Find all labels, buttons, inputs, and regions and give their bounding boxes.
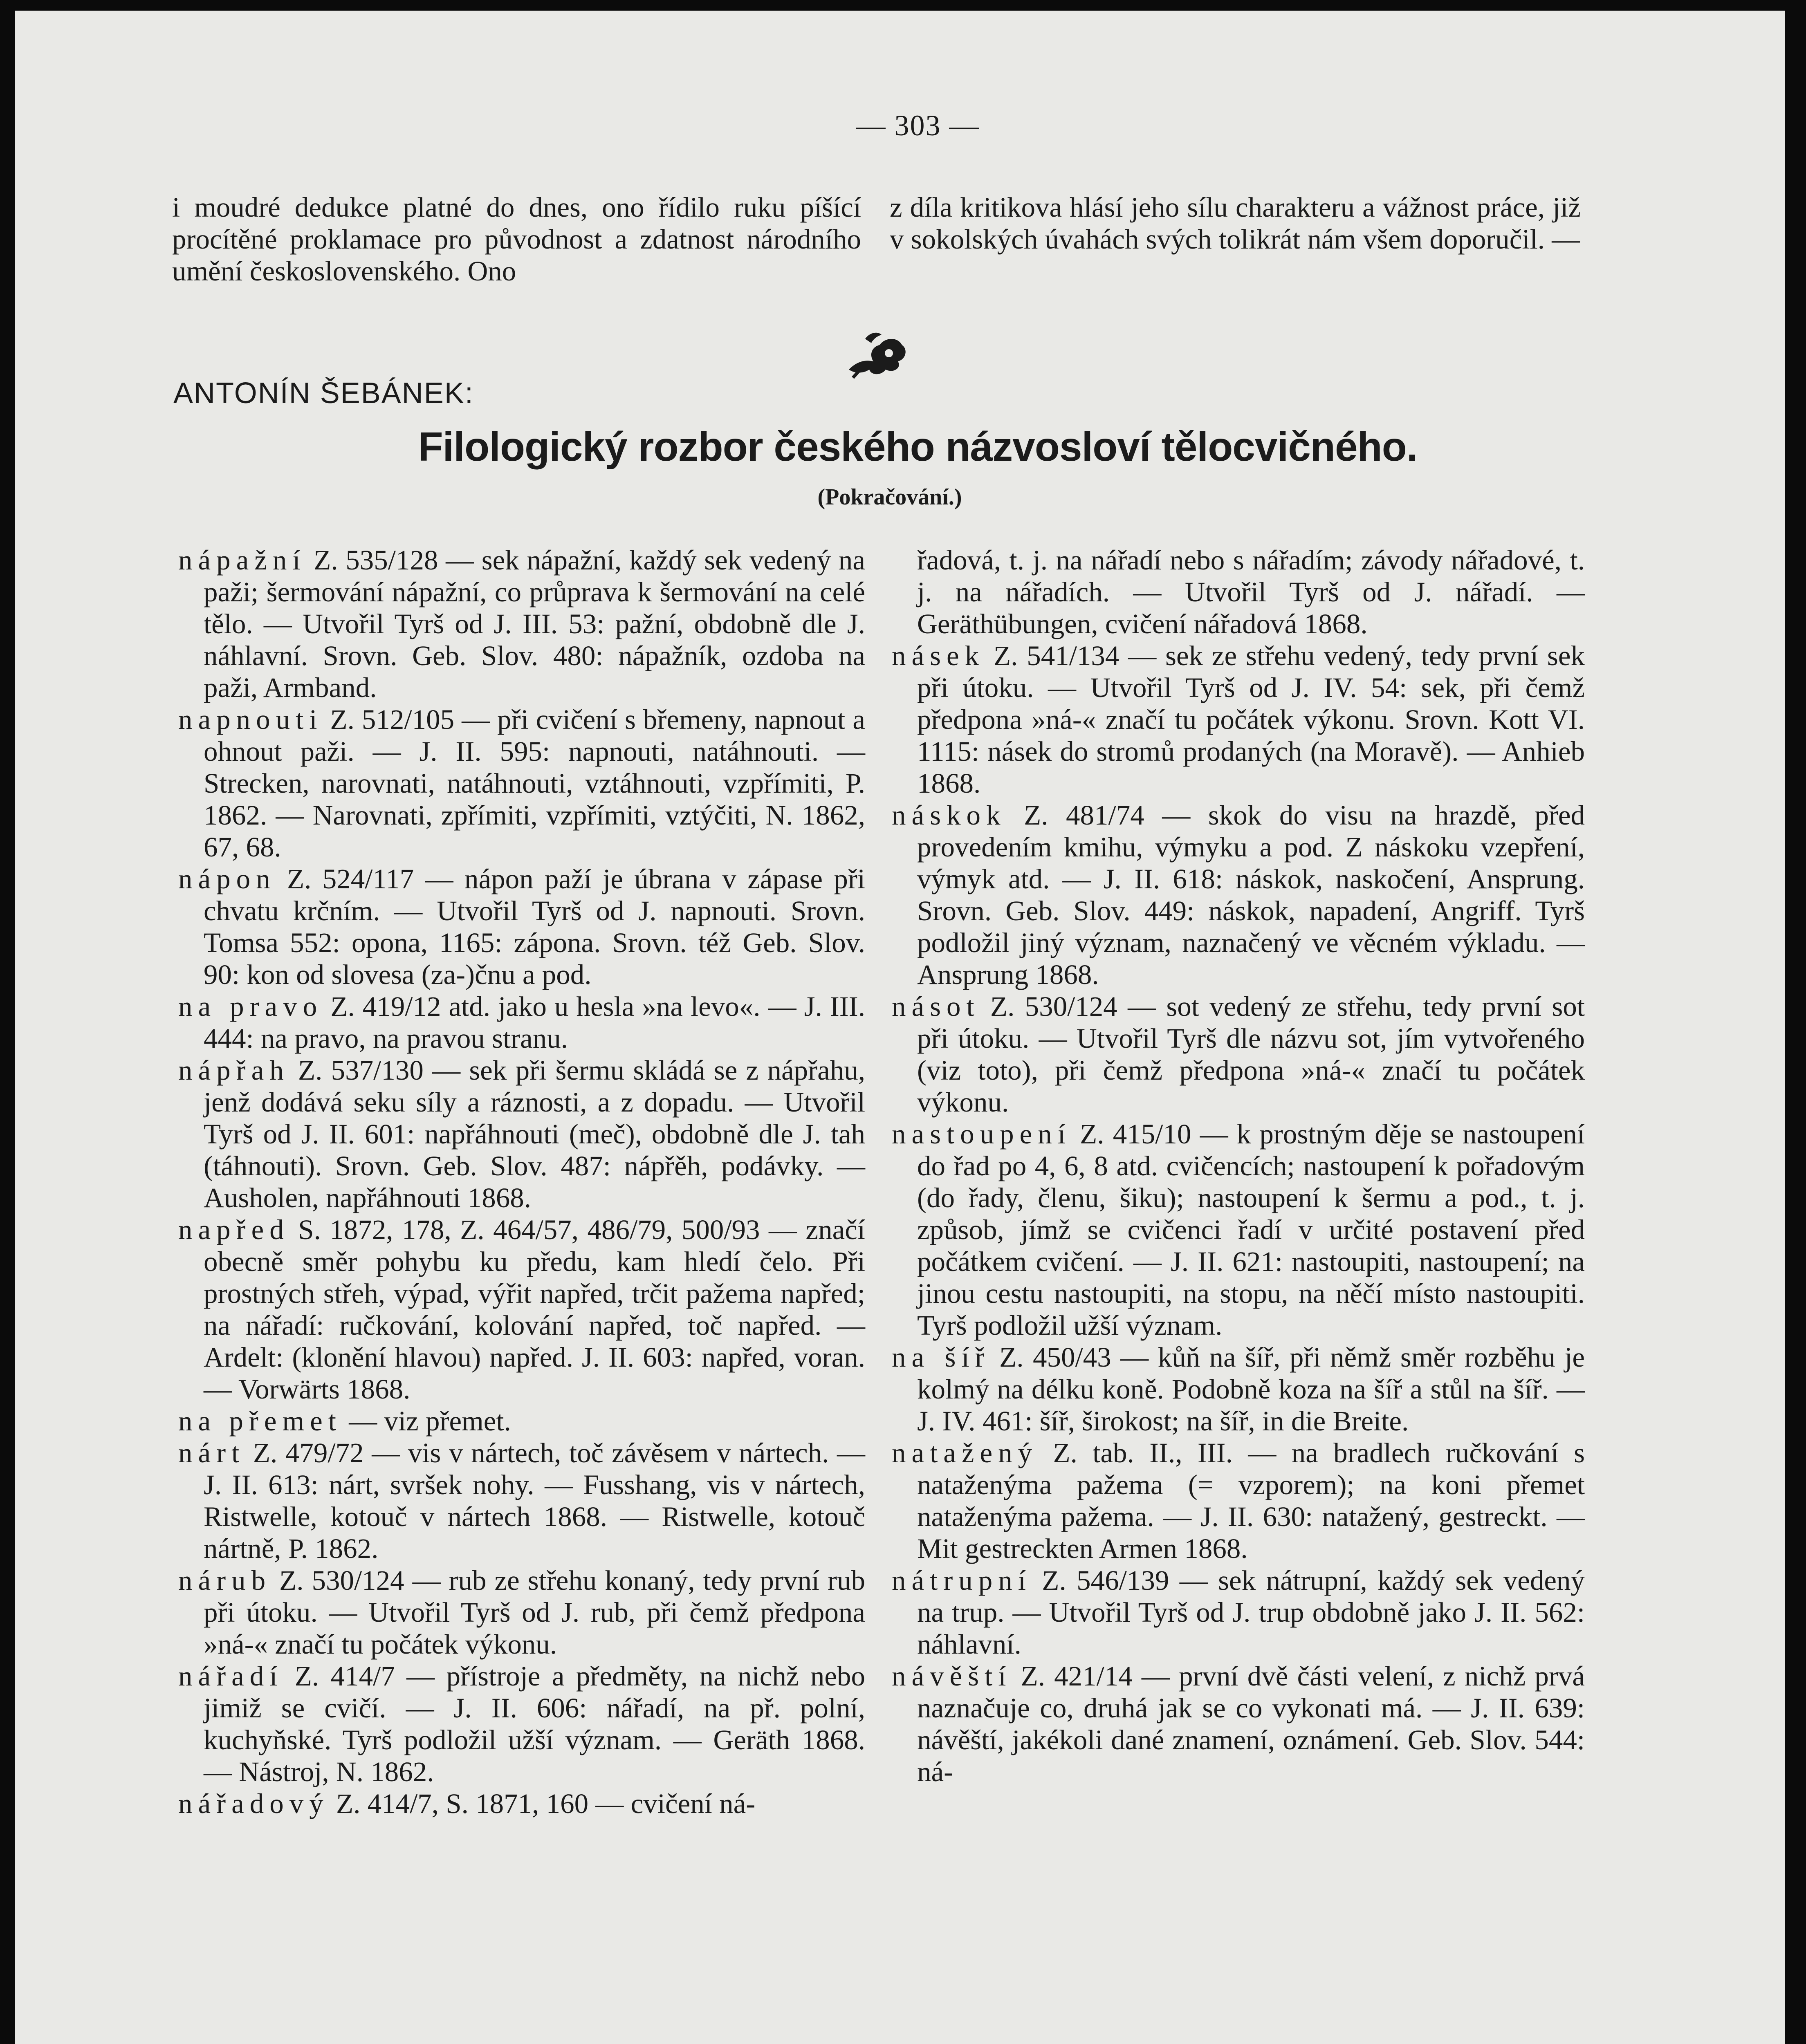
entry-text: Z. 541/134 — sek ze střehu vedený, tedy první sek při útoku. — Utvořil Tyrš od J. IV. 54: sek, při čemž předpona »ná-« značí tu počátek výkonu. Srovn. Kott VI. 1115: násek do stromů prodaných (na Moravě). — Anhieb 1868. bbox=[917, 640, 1585, 799]
dictionary-entry bbox=[892, 991, 1585, 1118]
dictionary-entry bbox=[178, 1405, 865, 1437]
entry-headword: nárt bbox=[178, 1437, 245, 1468]
entry-headword: násek bbox=[892, 640, 985, 671]
page-number: — 303 — bbox=[856, 109, 980, 142]
dictionary-entry bbox=[892, 799, 1585, 991]
dictionary-entry bbox=[178, 1788, 865, 1820]
intro-right-text: z díla kritikova hlásí jeho sílu charakteru a vážnost práce, již v sokolských úvahách svých tolikrát nám všem doporučil. — bbox=[890, 192, 1581, 255]
intro-left-text: i moudré dedukce platné do dnes, ono řídilo ruku píšící procítěné proklamace pro původnost a zdatnost národního umění československého. Ono bbox=[172, 192, 861, 287]
entry-headword: nápon bbox=[178, 863, 276, 894]
entry-headword: návěští bbox=[892, 1661, 1012, 1692]
entry-headword: napnouti bbox=[178, 704, 323, 735]
entry-text: Z. 479/72 — vis v nártech, toč závěsem v nártech. — J. II. 613: nárt, svršek nohy. — Fusshang, vis v nártech, Ristwelle, kotouč v nártech 1868. — Ristwelle, kotouč nártně, P. 1862. bbox=[204, 1437, 865, 1564]
dictionary-entry bbox=[892, 1660, 1585, 1788]
entry-headword: nápřah bbox=[178, 1055, 289, 1086]
entry-text: — viz přemet. bbox=[341, 1405, 511, 1437]
entry-headword: na přemet bbox=[178, 1405, 342, 1437]
dictionary-entry bbox=[178, 991, 865, 1054]
intro-right-column bbox=[890, 191, 1581, 255]
dictionary-entry bbox=[892, 1341, 1585, 1437]
entry-headword: natažený bbox=[892, 1437, 1038, 1468]
dictionary-entry bbox=[178, 1660, 865, 1788]
entry-text: Z. 530/124 — sot vedený ze střehu, tedy první sot při útoku. — Utvořil Tyrš dle názvu sot, jím vytvořeného (viz toto), při čemž předpona »ná-« značí tu počátek výkonu. bbox=[917, 991, 1585, 1118]
entry-text: Z. 481/74 — skok do visu na hrazdě, před provedením kmihu, výmyku a pod. Z náskoku vzepření, výmyk atd. — J. II. 618: náskok, naskočení, Ansprung. Srovn. Geb. Slov. 449: náskok, napadení, Angriff. Tyrš podložil jiný význam, naznačený ve věcném výkladu. — Ansprung 1868. bbox=[917, 800, 1585, 990]
entry-headword: na šíř bbox=[892, 1342, 990, 1373]
dictionary-entry bbox=[892, 1118, 1585, 1341]
entry-headword: nátrupní bbox=[892, 1565, 1032, 1596]
entry-text: Z. 535/128 — sek nápažní, každý sek vedený na paži; šermování nápažní, co průprava k šermování na celé tělo. — Utvořil Tyrš od J. III. 53: pažní, obdobně dle J. náhlavní. Srovn. Geb. Slov. 480: nápažník, ozdoba na paži, Armband. bbox=[204, 545, 865, 703]
entry-text: Z. 414/7, S. 1871, 160 — cvičení ná- bbox=[329, 1788, 756, 1819]
entry-text: Z. 415/10 — k prostným děje se nastoupení do řad po 4, 6, 8 atd. cvičencích; nastoupení k pořadovým (do řady, členu, šiku); nastoupení k šermu a pod., t. j. způsob, jímž se cvičenci řadí v určité postavení před počátkem cvičení. — J. II. 621: nastoupiti, nastoupení; na jinou cestu nastoupiti, na stopu, na něčí místo nastoupiti. Tyrš podložil užší význam. bbox=[917, 1118, 1585, 1341]
author-name: ANTONÍN ŠEBÁNEK: bbox=[173, 377, 474, 410]
entry-text: Z. 537/130 — sek při šermu skládá se z nápřahu, jenž dodává seku síly a ráznosti, a z dopadu. — Utvořil Tyrš od J. II. 601: napřáhnouti (meč), obdobně dle J. tah (táhnouti). Srovn. Geb. Slov. 487: nápřěh, podávky. — Ausholen, napřáhnouti 1868. bbox=[204, 1055, 865, 1213]
entry-headword: nářadí bbox=[178, 1661, 283, 1692]
left-entries-column bbox=[178, 544, 865, 1820]
intro-left-column bbox=[172, 191, 861, 287]
dictionary-entry bbox=[178, 704, 865, 863]
entry-text: Z. tab. II., III. — na bradlech ručkování s nataženýma pažema (= vzporem); na koni přemet nataženýma pažema. — J. II. 630: natažený, gestreckt. — Mit gestreckten Armen 1868. bbox=[917, 1437, 1585, 1564]
entry-headword: napřed bbox=[178, 1214, 289, 1245]
dictionary-entry bbox=[178, 544, 865, 704]
entry-text: Z. 546/139 — sek nátrupní, každý sek vedený na trup. — Utvořil Tyrš od J. trup obdobně jako J. II. 562: náhlavní. bbox=[917, 1565, 1585, 1660]
entry-headword: násot bbox=[892, 991, 980, 1022]
entry-headword: nárub bbox=[178, 1565, 271, 1596]
dictionary-entry bbox=[178, 1564, 865, 1660]
entry-text: Z. 450/43 — kůň na šíř, při němž směr rozběhu je kolmý na délku koně. Podobně koza na šíř a stůl na šíř. — J. IV. 461: šíř, širokost; na šíř, in die Breite. bbox=[917, 1342, 1585, 1437]
entry-headword: nastoupení bbox=[892, 1118, 1071, 1150]
dictionary-entry bbox=[178, 1437, 865, 1564]
dictionary-entry bbox=[178, 1214, 865, 1405]
dictionary-entry bbox=[178, 863, 865, 991]
entry-text: Z. 419/12 atd. jako u hesla »na levo«. — J. III. 444: na pravo, na pravou stranu. bbox=[204, 991, 865, 1054]
dictionary-entry bbox=[892, 1564, 1585, 1660]
dictionary-entry bbox=[892, 640, 1585, 799]
scanned-page bbox=[15, 11, 1785, 2044]
dictionary-entry bbox=[178, 1054, 865, 1214]
article-subtitle: (Pokračování.) bbox=[817, 484, 962, 510]
entry-text: Z. 530/124 — rub ze střehu konaný, tedy první rub při útoku. — Utvořil Tyrš od J. rub, při čemž předpona »ná-« značí tu počátek výkonu. bbox=[204, 1565, 865, 1660]
entry-headword: nápažní bbox=[178, 545, 306, 576]
entry-text: Z. 421/14 — první dvě části velení, z nichž prvá naznačuje co, druhá jak se co vykonati má. — J. II. 639: návěští, jakékoli dané znamení, oznámení. Geb. Slov. 544: ná- bbox=[917, 1661, 1585, 1787]
entry-text: Z. 524/117 — nápon paží je úbrana v zápase při chvatu krčním. — Utvořil Tyrš od J. napnouti. Srovn. Tomsa 552: opona, 1165: zápona. Srovn. též Geb. Slov. 90: kon od slovesa (za-)čnu a pod. bbox=[204, 863, 865, 990]
entry-continuation: řadová, t. j. na nářadí nebo s nářadím; závody nářadové, t. j. na nářadích. — Utvořil Tyrš od J. nářadí. — Geräthübungen, cvičení nářadová 1868. bbox=[917, 545, 1585, 639]
article-title: Filologický rozbor českého názvosloví tělocvičného. bbox=[418, 424, 1418, 470]
right-entries-column bbox=[892, 544, 1585, 1788]
entry-headword: nářadový bbox=[178, 1788, 329, 1819]
entry-text: S. 1872, 178, Z. 464/57, 486/79, 500/93 — značí obecně směr pohybu ku předu, kam hledí čelo. Při prostných střeh, výpad, výřit napřed, trčit pažema napřed; na nářadí: ručkování, kolování napřed, toč napřed. — Ardelt: (klonění hlavou) napřed. J. II. 603: napřed, voran. — Vorwärts 1868. bbox=[204, 1214, 865, 1405]
entry-text: Z. 414/7 — přístroje a předměty, na nichž nebo jimiž se cvičí. — J. II. 606: nářadí, na př. polní, kuchyňské. Tyrš podložil užší význam. — Geräth 1868. — Nástroj, N. 1862. bbox=[204, 1661, 865, 1787]
flower-ornament-icon bbox=[841, 320, 910, 382]
entry-headword: na pravo bbox=[178, 991, 323, 1022]
entry-headword: náskok bbox=[892, 800, 1006, 831]
dictionary-entry bbox=[892, 1437, 1585, 1564]
entry-text: Z. 512/105 — při cvičení s břemeny, napnout a ohnout paži. — J. II. 595: napnouti, natáhnouti. — Strecken, narovnati, natáhnouti, vztáhnouti, vzpřímiti, P. 1862. — Narovnati, zpřímiti, vzpřímiti, vztýčiti, N. 1862, 67, 68. bbox=[204, 704, 865, 863]
